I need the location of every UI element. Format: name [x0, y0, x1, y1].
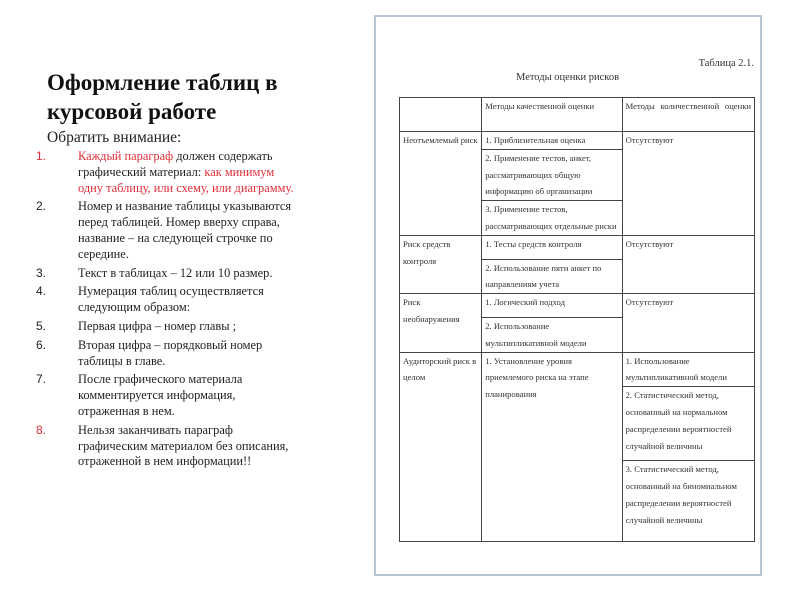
risk-type-cell: Неотъемлемый риск [400, 132, 482, 236]
list-item [36, 266, 298, 282]
document-page [374, 15, 762, 576]
list-item [36, 199, 298, 262]
quantitative-method-cell: Отсутствуют [622, 132, 754, 236]
list-item-text: Номер и название таблицы указываются перед таблицей. Номер вверху справа, название – на следующей строчке по середине. [78, 199, 292, 261]
qualitative-method-cell: 2. Использование пяти анкет по направлениям учета [482, 259, 622, 294]
risk-type-cell: Риск средств контроля [400, 235, 482, 293]
list-item-number: 2. [36, 199, 47, 214]
list-item [36, 338, 298, 370]
qualitative-method-cell: 3. Применение тестов, рассматривающих отдельные риски [482, 201, 622, 236]
quantitative-method-cell: 1. Использование мультипликативной модели [622, 352, 754, 387]
qualitative-method-cell: 1. Установление уровня приемлемого риска на этапе планирования [482, 352, 622, 541]
list-item-number: 3. [36, 265, 47, 280]
list-item-number: 8. [36, 422, 47, 437]
list-item-number: 4. [36, 284, 47, 299]
list-item [36, 372, 298, 419]
list-item-number: 1. [36, 149, 47, 163]
list-item-text: Текст в таблицах – 12 или 10 размер. [78, 265, 273, 280]
list-item [36, 284, 298, 316]
table-row [400, 294, 755, 318]
quantitative-method-cell: 3. Статистический метод, основанный на биномиальном распределении вероятностей случайной величины [622, 461, 754, 541]
qualitative-method-cell: 1. Логический подход [482, 294, 622, 318]
list-item [36, 423, 298, 470]
risk-methods-table [399, 97, 755, 542]
quantitative-method-cell: 2. Статистический метод, основанный на нормальном распределении вероятностей случайной величины [622, 387, 754, 461]
table-row [400, 235, 755, 259]
list-item-text: Вторая цифра – порядковый номер таблицы в главе. [78, 337, 263, 368]
list-item-text: Нумерация таблиц осуществляется следующим образом: [78, 284, 264, 315]
list-item-number: 5. [36, 318, 47, 333]
table-header-cell [400, 98, 482, 132]
list-item [36, 319, 298, 335]
risk-type-cell: Риск необнаружения [400, 294, 482, 352]
list-item-number: 6. [36, 337, 47, 352]
table-number: Таблица 2.1. [698, 58, 754, 69]
quantitative-method-cell: Отсутствуют [622, 235, 754, 293]
slide-title: Оформление таблиц в курсовой работе [47, 70, 278, 124]
table-header-cell: Методы качественной оценки [482, 98, 622, 132]
table-row [400, 352, 755, 387]
list-item-text-highlight: как минимум одну таблицу, или схему, или диаграмму. [78, 164, 294, 195]
table-caption: Методы оценки рисков [516, 72, 620, 83]
list-item-text: Нельзя заканчивать параграф графическим материалом без описания, отраженной в нем информации!! [78, 422, 289, 469]
table-header-cell: Методы количественной оценки [622, 98, 754, 132]
qualitative-method-cell: 2. Использование мультипликативной модели [482, 317, 622, 352]
table-header-row [400, 98, 755, 132]
qualitative-method-cell: 2. Применение тестов, анкет, рассматривающих общую информацию об организации [482, 149, 622, 200]
list-item-text: должен содержать графический материал: [78, 149, 273, 179]
qualitative-method-cell: 1. Тесты средств контроля [482, 235, 622, 259]
table-row [400, 132, 755, 150]
risk-type-cell: Аудиторский риск в целом [400, 352, 482, 541]
quantitative-method-cell: Отсутствуют [622, 294, 754, 352]
list-item-text-highlight: Каждый параграф [78, 149, 174, 163]
slide-subtitle: Обратить внимание: [47, 129, 182, 146]
list-item-text: После графического материала комментируется информация, отраженная в нем. [78, 372, 243, 418]
list-item-text: Первая цифра – номер главы ; [78, 318, 237, 333]
list-item [36, 149, 298, 196]
list-item-number: 7. [36, 372, 47, 387]
guidelines-list [36, 149, 298, 473]
qualitative-method-cell: 1. Приблизительная оценка [482, 132, 622, 150]
